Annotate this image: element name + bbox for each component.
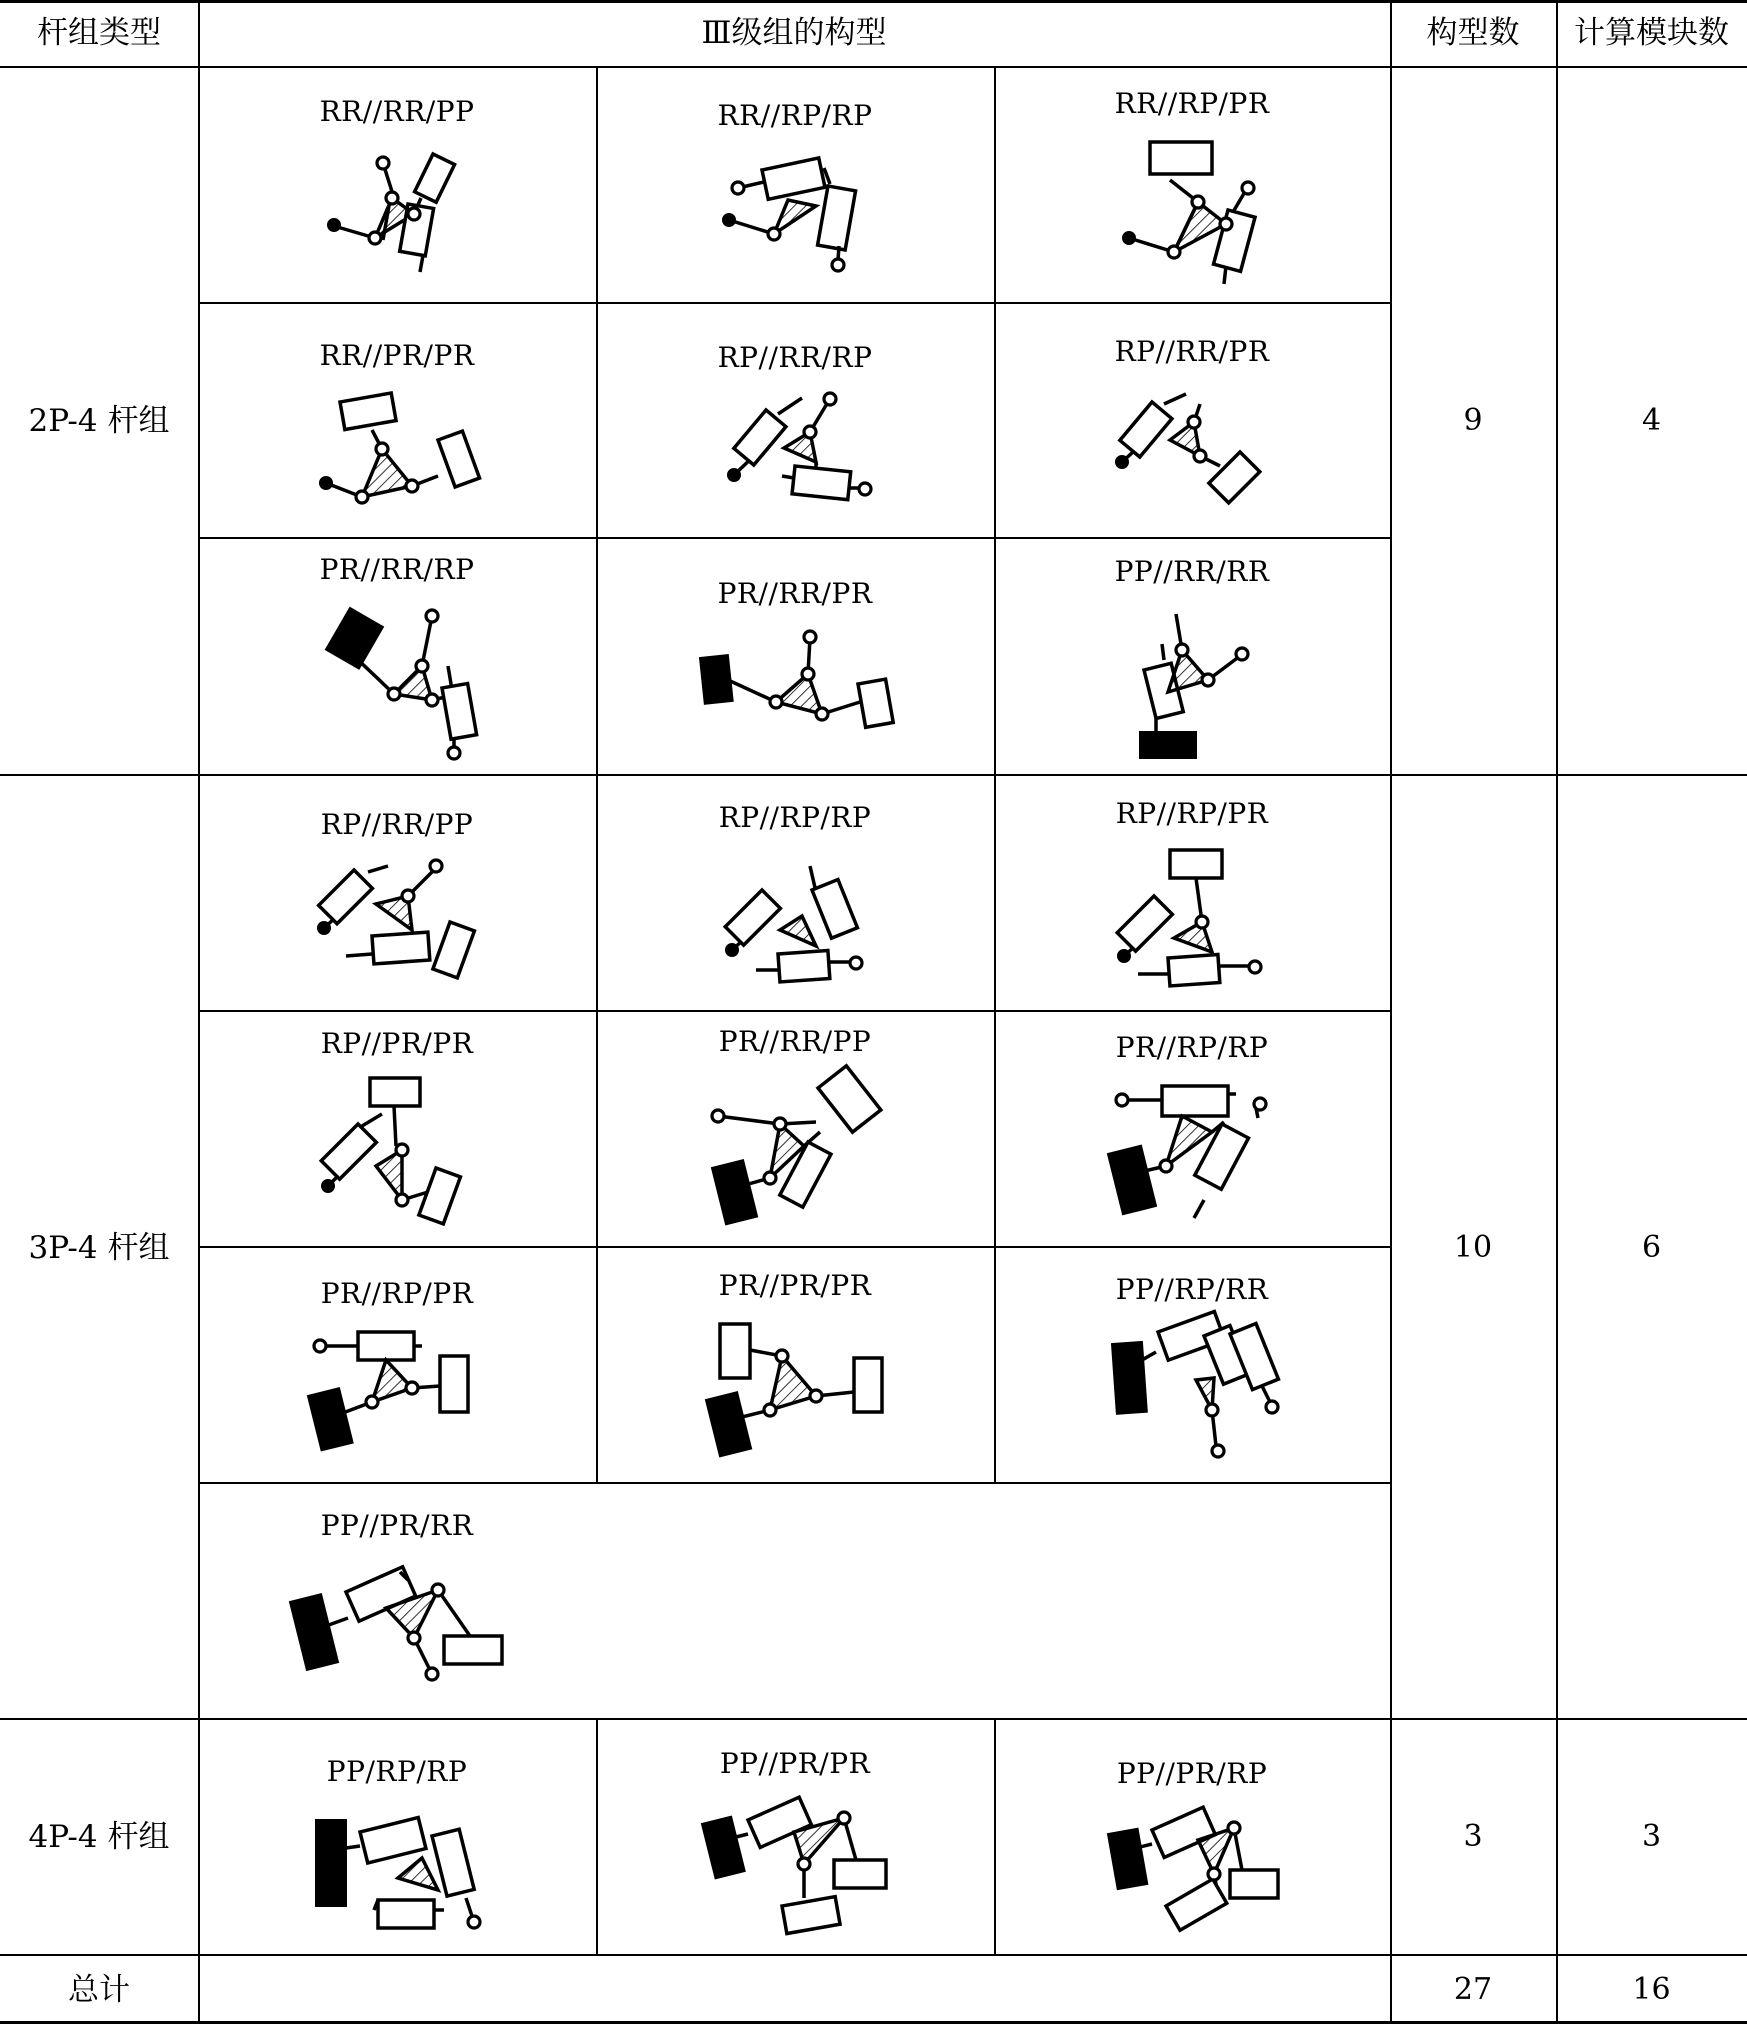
row-divider: [198, 1482, 1390, 1484]
config-label: PP//RR/RR: [1114, 555, 1270, 588]
config-count-4p4: 3: [1463, 1819, 1483, 1854]
config-label: RP//RP/PR: [1115, 797, 1269, 830]
mechanism-diagram: [702, 1798, 892, 1938]
mechanism-diagram: [318, 148, 488, 278]
mechanism-diagram: [1114, 392, 1274, 517]
config-label: PR//RR/RP: [319, 553, 475, 586]
total-divider: [0, 1954, 1747, 1956]
group-divider: [0, 774, 1747, 776]
mechanism-diagram: [698, 628, 898, 748]
config-label: RR//RP/RP: [717, 99, 873, 132]
mechanism-diagram: [726, 392, 886, 517]
mechanism-diagram: [714, 150, 884, 275]
config-label: PR//RP/RP: [1115, 1031, 1269, 1064]
mechanism-diagram: [290, 1560, 510, 1690]
mechanism-diagram: [308, 1326, 498, 1456]
column-divider: [994, 66, 996, 1483]
mechanism-diagram: [318, 1074, 478, 1224]
total-count: 27: [1453, 1972, 1493, 2007]
total-modules: 16: [1632, 1972, 1671, 2007]
column-divider: [596, 66, 598, 1483]
config-label: PR//PR/PR: [718, 1269, 872, 1302]
mechanism-diagram: [704, 1076, 894, 1236]
config-label: RR//RP/PR: [1114, 87, 1270, 120]
config-label: RP//RR/PR: [1114, 335, 1270, 368]
group-label-2p4: 2P-4 杆组: [28, 403, 170, 439]
mechanism-diagram: [722, 862, 892, 992]
config-label: PR//RP/PR: [320, 1277, 474, 1310]
row-divider: [198, 1010, 1390, 1012]
mechanism-diagram: [1126, 604, 1276, 764]
mechanism-diagram: [1112, 1320, 1282, 1470]
column-divider: [198, 0, 200, 2024]
row-divider: [198, 537, 1390, 539]
config-label: PP//PR/RR: [320, 1509, 474, 1542]
config-label: RP//RP/RP: [718, 801, 872, 834]
header-group-type: 杆组类型: [37, 15, 161, 51]
header-divider: [0, 66, 1747, 68]
mechanism-diagram: [1106, 1082, 1286, 1232]
module-count-2p4: 4: [1641, 403, 1662, 438]
total-label: 总计: [68, 1972, 130, 2008]
group-divider: [0, 1718, 1747, 1720]
header-config-count: 构型数: [1426, 15, 1520, 51]
config-label: RR//RR/PP: [319, 95, 475, 128]
table-bottom-border: [0, 2021, 1747, 2024]
config-label: RR//PR/PR: [319, 339, 475, 372]
column-divider: [994, 1718, 996, 1955]
config-label: RP//PR/PR: [320, 1027, 474, 1060]
config-label: PP//RP/RR: [1115, 1273, 1269, 1306]
config-label: PR//RR/PP: [718, 1025, 872, 1058]
mechanism-diagram: [324, 608, 484, 768]
config-label: PP//PR/PR: [719, 1747, 871, 1780]
module-count-4p4: 3: [1641, 1819, 1662, 1854]
row-divider: [198, 1246, 1390, 1248]
header-module-count: 计算模块数: [1574, 15, 1729, 51]
group-label-3p4: 3P-4 杆组: [28, 1230, 170, 1266]
config-label: PR//RR/PR: [717, 577, 873, 610]
mechanism-diagram: [316, 392, 486, 512]
mechanism-diagram: [316, 858, 486, 978]
config-label: PP//PR/RP: [1116, 1757, 1268, 1790]
mechanism-diagram: [1106, 1806, 1286, 1946]
config-count-3p4: 10: [1453, 1230, 1493, 1265]
mechanism-diagram: [1114, 846, 1274, 996]
header-configuration: Ⅲ级组的构型: [701, 15, 887, 51]
row-divider: [198, 302, 1390, 304]
group-label-4p4: 4P-4 杆组: [28, 1819, 170, 1855]
config-label: RP//RR/RP: [717, 341, 873, 374]
mechanism-diagram: [312, 1810, 492, 1940]
column-divider: [1556, 0, 1558, 2024]
mechanism-diagram: [704, 1320, 894, 1470]
config-label: PP/RP/RP: [326, 1755, 468, 1788]
mechanism-diagram: [1114, 138, 1284, 288]
table-top-border: [0, 0, 1747, 3]
column-divider: [1390, 0, 1392, 2024]
config-label: RP//RR/PP: [320, 808, 474, 841]
config-count-2p4: 9: [1463, 403, 1483, 438]
module-count-3p4: 6: [1641, 1230, 1662, 1265]
